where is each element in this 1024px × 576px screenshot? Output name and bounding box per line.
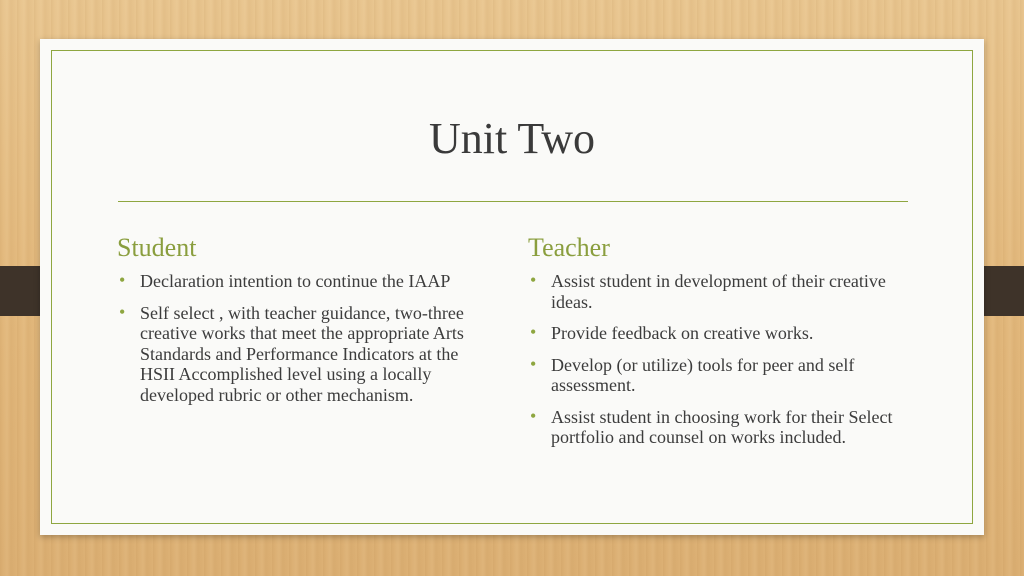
list-item <box>117 303 489 406</box>
list-item <box>528 355 900 396</box>
bullet-text: Declaration intention to continue the IAAP <box>140 271 451 291</box>
bullet-text: Assist student in choosing work for their Select portfolio and counsel on works included. <box>551 406 893 447</box>
bullet-icon: • <box>530 405 537 426</box>
bullet-icon: • <box>530 322 537 342</box>
list-item <box>528 323 900 344</box>
teacher-bullet-list <box>528 271 900 448</box>
bullet-icon: • <box>119 301 126 322</box>
bullet-icon: • <box>119 270 126 290</box>
teacher-heading: Teacher <box>528 233 610 262</box>
student-bullet-list <box>117 271 489 405</box>
slide-card <box>40 39 984 535</box>
bullet-icon: • <box>530 270 537 290</box>
list-item <box>528 271 900 312</box>
slide-title: Unit Two <box>428 114 595 163</box>
student-heading: Student <box>117 233 197 262</box>
bullet-text: Self select , with teacher guidance, two-three creative works that meet the appropriate Arts Standards and Performance Indicators at the HSII Accomplished level using a locally developed rubric or other mechanism. <box>140 302 464 405</box>
title-divider <box>118 201 908 202</box>
list-item <box>528 407 900 448</box>
bullet-text: Provide feedback on creative works. <box>551 323 814 343</box>
student-column <box>117 232 489 416</box>
teacher-column <box>528 232 900 459</box>
list-item <box>117 271 489 292</box>
bullet-text: Develop (or utilize) tools for peer and self assessment. <box>551 354 855 395</box>
bullet-icon: • <box>530 353 537 374</box>
bullet-text: Assist student in development of their creative ideas. <box>551 271 886 312</box>
